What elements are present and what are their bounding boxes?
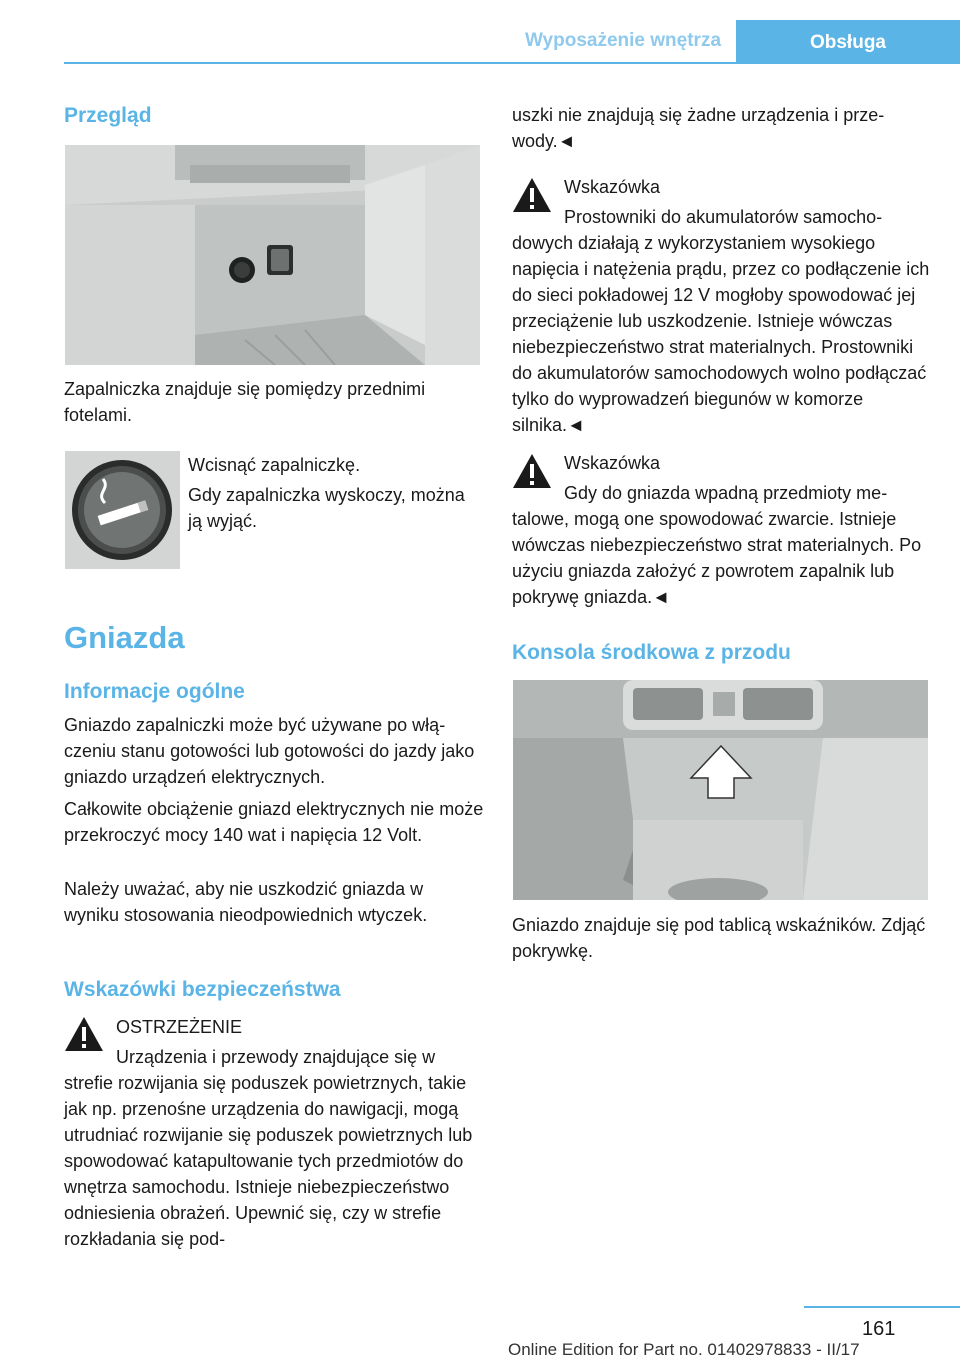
general-info-heading: Informacje ogólne <box>64 680 245 703</box>
center-console-illustration <box>513 680 928 900</box>
page-number: 161 <box>862 1318 896 1340</box>
warning-2-title: Wskazówka <box>564 177 661 197</box>
warning-1-text: Urządzenia i przewody znajdujące się w strefie rozwijania się poduszek powietrznych, takie jak np. przenośne urządzenia do nawigacji, mogą utrudniać rozwijanie się poduszek powietrznych lub spowodować katapultowanie tych przedmiotów do wnętrza samochodu. Istnieje niebezpieczeństwo odniesienia obrażeń. Upewnić się, czy w strefie rozkładania się pod- <box>64 1047 473 1249</box>
general-paragraph-1: Gniazdo zapalniczki może być używane po włączeniu stanu gotowości lub gotowości do jazdy jako gniazdo urządzeń elektrycznych. <box>64 715 475 787</box>
general-paragraph-3: Należy uważać, aby nie uszkodzić gniazda w wyniku stosowania nieodpowiednich wtyczek. <box>64 879 428 925</box>
console-lighter-illustration <box>65 145 480 365</box>
lighter-button-photo <box>65 451 180 569</box>
console-heading: Konsola środkowa z przodu <box>512 641 791 664</box>
general-paragraph-2: Całkowite obciążenie gniazd elektrycznych nie może przekroczyć mocy 140 wat i napięcia 12 Volt. <box>64 799 484 845</box>
console-lighter-photo <box>65 145 480 365</box>
warning-1-continued: uszki nie znajdują się żadne urządzenia i przewody.◄ <box>512 105 885 151</box>
safety-heading: Wskazówki bezpieczeństwa <box>64 978 341 1001</box>
cigarette-lighter-icon <box>65 451 180 569</box>
warning-3-title: Wskazówka <box>564 453 661 473</box>
footer-edition: Online Edition for Part no. 01402978833 - II/17 <box>508 1340 860 1359</box>
footer-rule <box>804 1306 960 1308</box>
warning-3-text: Gdy do gniazda wpadną przedmioty metalowe, mogą one spowodować zwarcie. Istnieje wówczas niebezpieczeństwo strat materialnych. Po użyciu gniazda założyć z powrotem zapalnik lub pokrywę gniazda.◄ <box>512 483 922 607</box>
warning-2-text: Prostowniki do akumulatorów samochodowych działają z wykorzystaniem wysokiego napięcia i natężenia prądu, przez co podłączenie ich do sieci pokładowej 12 V mogłoby spowodować jej przeciążenie lub uszkodzenie. Istnieje wówczas niebezpieczeństwo strat materialnych. Prostowniki do akumulatorów samochodowych wolno podłączać tylko do wyprowadzeń biegunów w komorze silnika.◄ <box>512 207 930 435</box>
header-rule <box>64 62 960 64</box>
center-console-photo <box>513 680 928 900</box>
header-section-title: Wyposażenie wnętrza <box>524 30 722 51</box>
lighter-instruction-1: Wcisnąć zapalniczkę. <box>188 455 361 475</box>
overview-heading: Przegląd <box>64 104 152 127</box>
sockets-heading: Gniazda <box>64 620 185 655</box>
warning-1-title: OSTRZEŻENIE <box>116 1017 243 1037</box>
console-text: Gniazdo znajduje się pod tablicą wskaźników. Zdjąć pokrywkę. <box>512 915 926 961</box>
header-tab[interactable]: Obsługa <box>736 20 960 64</box>
overview-text: Zapalniczka znajduje się pomiędzy przednimi fotelami. <box>64 379 426 425</box>
lighter-instruction-2: Gdy zapalniczka wyskoczy, można ją wyjąć. <box>188 485 465 531</box>
